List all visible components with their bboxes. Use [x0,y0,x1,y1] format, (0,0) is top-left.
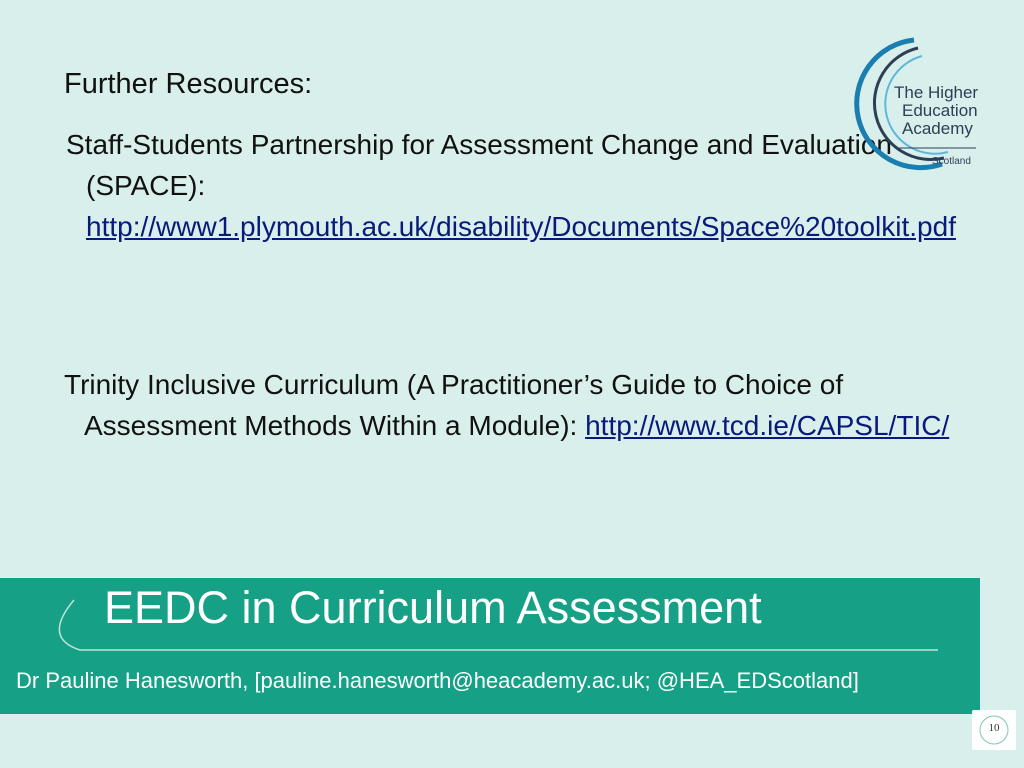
page-number: 10 [988,722,1000,734]
resource-item-trinity [64,364,974,446]
resource-item-space [66,124,976,247]
logo-text-line1: The Higher [894,83,979,102]
resource-link-trinity[interactable]: http://www.tcd.ie/CAPSL/TIC/ [585,410,950,441]
logo-text-line2: Education [902,101,978,120]
logo-region: Scotland [932,156,971,167]
resource-link-space[interactable]: http://www1.plymouth.ac.uk/disability/Documents/Space%20toolkit.pdf [86,211,956,242]
presentation-title: EEDC in Curriculum Assessment [104,582,762,633]
section-heading: Further Resources: [64,68,313,100]
resource-text: Trinity Inclusive Curriculum (A Practitioner’s Guide to Choice of Assessment Methods Within a Module): [64,369,844,441]
resource-text: Staff-Students Partnership for Assessment Change and Evaluation (SPACE): [66,129,892,201]
hea-scotland-logo [852,36,982,172]
author-credit: Dr Pauline Hanesworth, [pauline.hanesworth@heacademy.ac.uk; @HEA_EDScotland] [16,668,859,693]
logo-text-line3: Academy [902,119,973,138]
page-number-badge [972,710,1016,750]
footer-banner [0,578,980,714]
